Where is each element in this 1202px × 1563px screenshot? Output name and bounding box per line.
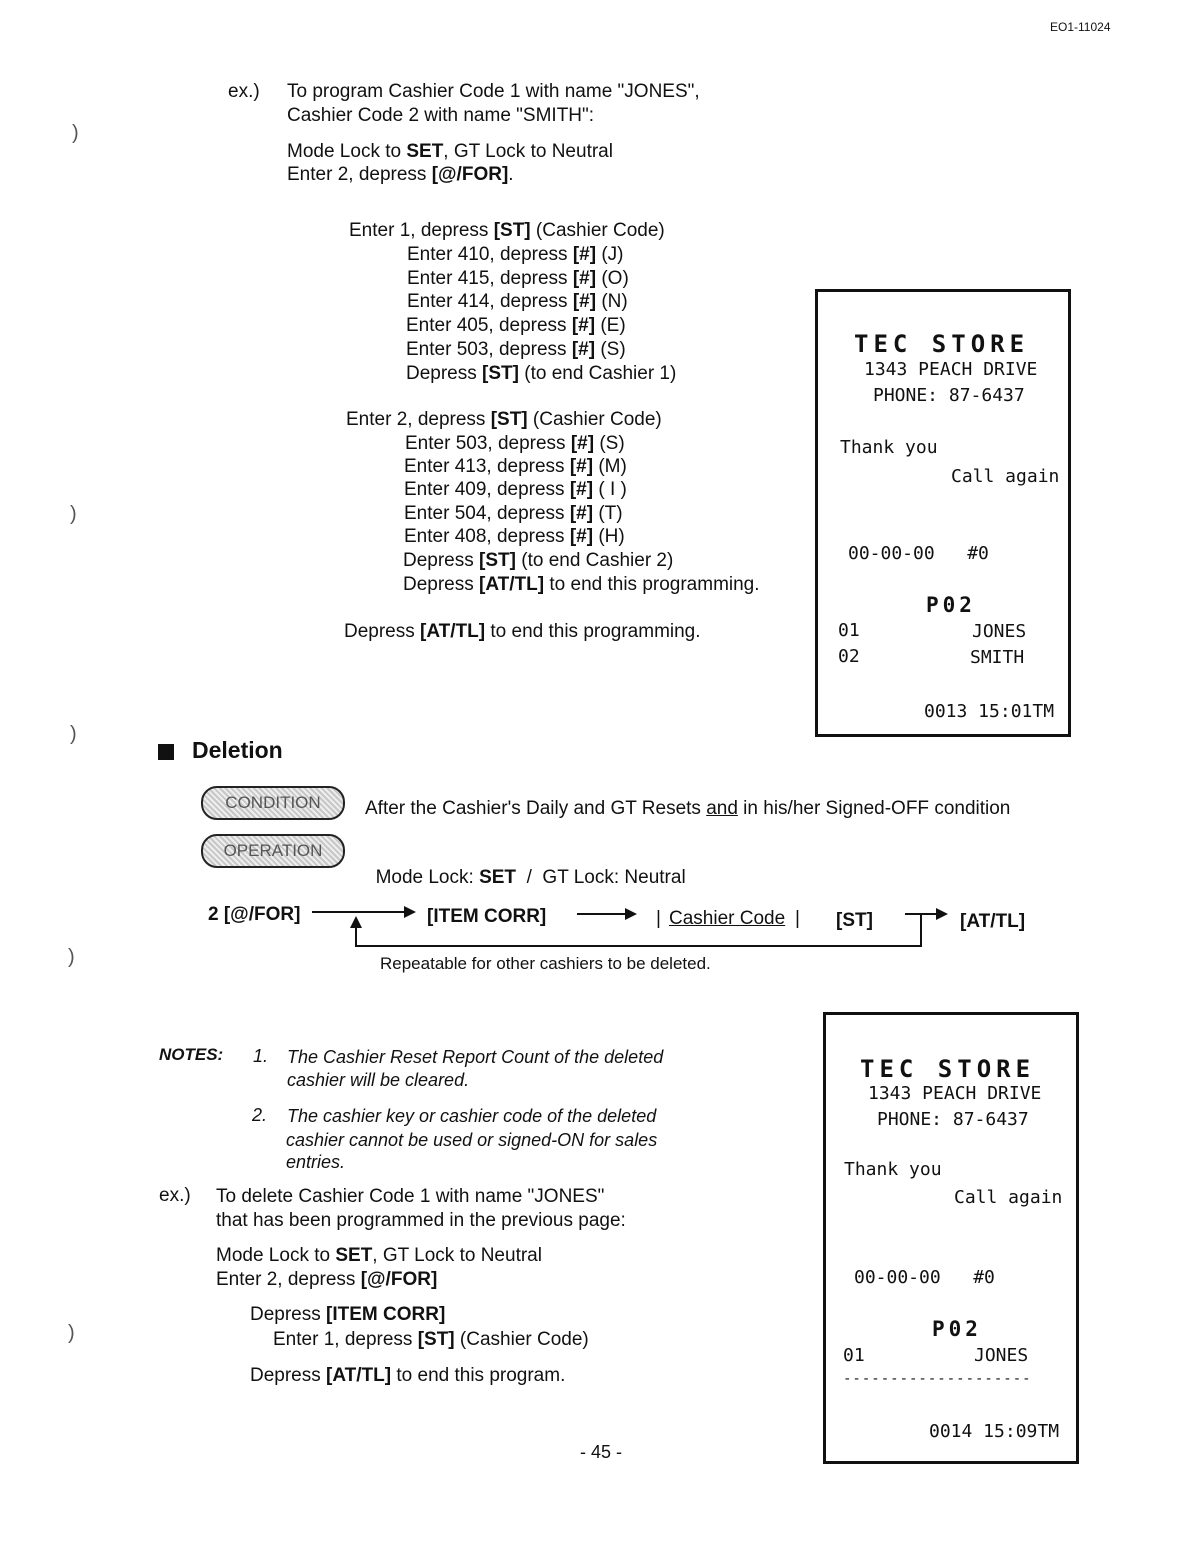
flow-arrow-line — [312, 911, 406, 913]
example-intro-line: Cashier Code 2 with name "SMITH": — [287, 105, 595, 126]
instruction-step — [406, 338, 626, 362]
instruction-text: . — [508, 164, 514, 185]
receipt-phone: PHONE: 87-6437 — [877, 1109, 1029, 1130]
mode-lock-instruction — [216, 1244, 542, 1268]
cashier2-heading — [346, 408, 662, 432]
note-line: The cashier key or cashier code of the deleted — [287, 1106, 657, 1126]
instruction-text: Depress — [344, 621, 421, 642]
step-text: (T) — [593, 503, 623, 524]
key-label: [#] — [569, 456, 594, 477]
instruction-text: (Cashier Code) — [530, 220, 665, 241]
step-text: Enter 410, depress — [407, 244, 573, 265]
receipt-program-code: P02 — [932, 1317, 982, 1341]
key-label: [#] — [569, 479, 594, 500]
flow-end-key: [AT/TL] — [960, 911, 1026, 932]
arrow-up-icon — [350, 916, 362, 928]
instruction-text: (Cashier Code) — [454, 1329, 589, 1350]
key-label: [ST] — [417, 1329, 455, 1350]
receipt-row-number: 02 — [838, 646, 860, 667]
receipt-program-code: P02 — [926, 593, 976, 617]
flow-loop-line — [355, 926, 357, 947]
note-line: cashier cannot be used or signed-ON for sales — [286, 1130, 658, 1150]
receipt-thanks: Thank you — [840, 437, 938, 458]
key-label: [#] — [571, 315, 596, 336]
margin-mark: ) — [70, 503, 77, 525]
instruction-text: , GT Lock to Neutral — [443, 141, 613, 162]
step-text: to end this programming. — [544, 574, 760, 595]
key-label: [@/FOR] — [431, 164, 509, 185]
instruction-step — [407, 290, 628, 314]
arrow-right-icon — [404, 906, 416, 918]
receipt-dashed-line: -------------------- — [843, 1371, 1032, 1387]
instruction-text: Enter 1, depress — [349, 220, 494, 241]
enter2-instruction — [216, 1268, 437, 1292]
flow-arrow-line — [577, 913, 627, 915]
flow-cashier-code-bar: | — [656, 908, 661, 929]
step-text: (M) — [593, 456, 627, 477]
key-label: [#] — [570, 433, 595, 454]
step-text: Enter 408, depress — [404, 526, 570, 547]
receipt-print-1 — [815, 289, 1071, 737]
end-instruction — [250, 1364, 565, 1388]
key-label: [AT/TL] — [479, 574, 545, 595]
instruction-text: Enter 1, depress — [273, 1329, 418, 1350]
key-label: [#] — [569, 503, 594, 524]
step-text: Enter 413, depress — [404, 456, 570, 477]
step-text: ( I ) — [593, 479, 627, 500]
condition-text-part: After the Cashier's Daily and GT Resets — [365, 798, 707, 819]
note-line: cashier will be cleared. — [287, 1070, 470, 1090]
key-label: [#] — [572, 291, 597, 312]
key-label: [ST] — [479, 550, 516, 571]
instruction-step — [404, 455, 627, 479]
example-intro-line: that has been programmed in the previous page: — [216, 1210, 626, 1231]
key-label: [ST] — [490, 409, 528, 430]
key-label: [#] — [572, 268, 597, 289]
receipt-address: 1343 PEACH DRIVE — [864, 359, 1038, 380]
condition-text-emphasis: and — [706, 798, 738, 819]
step-text: (S) — [595, 339, 626, 360]
instruction-text: Mode Lock to — [216, 1245, 336, 1266]
example-label: ex.) — [228, 81, 260, 102]
receipt-call-again: Call again — [954, 1187, 1063, 1208]
receipt-date-number: 00-00-00 #0 — [854, 1267, 995, 1288]
step-text: (to end Cashier 1) — [518, 363, 677, 384]
step-text: Depress — [403, 574, 480, 595]
operation-text — [365, 842, 686, 890]
receipt-row-number: 01 — [838, 620, 860, 641]
condition-badge: CONDITION — [201, 786, 345, 820]
key-label: [ST] — [482, 363, 519, 384]
instruction-step — [407, 243, 624, 267]
receipt-address: 1343 PEACH DRIVE — [868, 1083, 1042, 1104]
receipt-footer: 0014 15:09TM — [929, 1421, 1060, 1442]
key-label: [#] — [571, 339, 596, 360]
instruction-step — [403, 549, 673, 573]
condition-text — [365, 797, 1010, 821]
instruction-step — [403, 573, 760, 597]
key-label: [#] — [572, 244, 597, 265]
receipt-row-number: 01 — [843, 1345, 865, 1366]
instruction-text: Enter 2, depress — [346, 409, 491, 430]
instruction-step — [406, 314, 626, 338]
margin-mark: ) — [70, 723, 77, 745]
notes-label: NOTES: — [159, 1045, 224, 1064]
step-text: Enter 414, depress — [407, 291, 573, 312]
cashier1-heading — [349, 219, 665, 243]
flow-repeat-note: Repeatable for other cashiers to be deleted. — [380, 954, 711, 973]
key-label: [AT/TL] — [420, 621, 486, 642]
instruction-text: Depress — [250, 1365, 327, 1386]
final-instruction — [344, 620, 701, 644]
margin-mark: ) — [72, 122, 79, 144]
instruction-text: Mode Lock to — [287, 141, 407, 162]
key-label: [@/FOR] — [360, 1269, 438, 1290]
arrow-right-icon — [936, 908, 948, 920]
note-line: entries. — [286, 1152, 346, 1172]
instruction-step — [404, 502, 623, 526]
step-text: (S) — [594, 433, 625, 454]
step-text: Enter 503, depress — [405, 433, 571, 454]
flow-start-key: 2 [@/FOR] — [208, 904, 301, 925]
condition-text-part: in his/her Signed-OFF condition — [737, 798, 1011, 819]
step-text: (O) — [596, 268, 629, 289]
instruction-text: to end this programming. — [485, 621, 701, 642]
receipt-print-2 — [823, 1012, 1079, 1464]
step-text: (to end Cashier 2) — [515, 550, 674, 571]
mode-lock-instruction — [287, 140, 613, 164]
instruction-text: to end this program. — [391, 1365, 566, 1386]
flow-cashier-code: Cashier Code — [669, 908, 786, 929]
flow-st-key: [ST] — [836, 910, 873, 931]
operation-badge: OPERATION — [201, 834, 345, 868]
instruction-step — [406, 362, 676, 386]
flow-cashier-code-bar: | — [795, 908, 800, 929]
flow-item-corr-key: [ITEM CORR] — [427, 906, 547, 927]
step-text: (H) — [593, 526, 625, 547]
step-text: Depress — [403, 550, 480, 571]
margin-mark: ) — [68, 946, 75, 968]
instruction-text: (Cashier Code) — [527, 409, 662, 430]
flow-arrow-line — [905, 913, 939, 915]
step-text: Enter 503, depress — [406, 339, 572, 360]
operation-text-part: Mode Lock: — [375, 867, 480, 888]
flow-loop-line — [355, 945, 922, 947]
receipt-store-name: TEC STORE — [854, 330, 1030, 358]
example-intro-line: To program Cashier Code 1 with name "JONES", — [287, 81, 700, 102]
instruction-text: Enter 2, depress — [287, 164, 432, 185]
page-number: - 45 - — [580, 1442, 623, 1462]
step-text: Enter 409, depress — [404, 479, 570, 500]
arrow-right-icon — [625, 908, 637, 920]
enter2-instruction — [287, 163, 514, 187]
key-label: SET — [406, 141, 444, 162]
step-text: Enter 415, depress — [407, 268, 573, 289]
step-text: (J) — [596, 244, 624, 265]
section-heading: Deletion — [192, 737, 283, 763]
step-text: Enter 504, depress — [404, 503, 570, 524]
key-label: SET — [479, 867, 517, 888]
receipt-store-name: TEC STORE — [860, 1055, 1036, 1083]
item-corr-instruction — [250, 1303, 445, 1327]
example-label: ex.) — [159, 1185, 191, 1206]
key-label: [ST] — [493, 220, 531, 241]
operation-text-part: / GT Lock: Neutral — [516, 867, 686, 888]
step-text: Enter 405, depress — [406, 315, 572, 336]
instruction-step — [405, 432, 625, 456]
step-text: (E) — [595, 315, 626, 336]
receipt-phone: PHONE: 87-6437 — [873, 385, 1025, 406]
enter1-instruction — [273, 1328, 589, 1352]
receipt-row-name: SMITH — [970, 647, 1025, 668]
flow-loop-line — [920, 913, 922, 947]
instruction-text: , GT Lock to Neutral — [372, 1245, 542, 1266]
receipt-row-name: JONES — [974, 1345, 1029, 1366]
instruction-step — [407, 267, 629, 291]
margin-mark: ) — [68, 1322, 75, 1344]
note-number: 2. — [252, 1105, 268, 1125]
receipt-footer: 0013 15:01TM — [924, 701, 1055, 722]
step-text: Depress — [406, 363, 483, 384]
receipt-call-again: Call again — [951, 466, 1060, 487]
key-label: [#] — [569, 526, 594, 547]
key-label: [ITEM CORR] — [326, 1304, 446, 1325]
instruction-step — [404, 478, 627, 502]
document-id: EO1-11024 — [1050, 20, 1111, 34]
receipt-row-name: JONES — [972, 621, 1027, 642]
note-line: The Cashier Reset Report Count of the deleted — [287, 1047, 664, 1067]
instruction-step — [404, 525, 625, 549]
bullet-icon — [158, 744, 174, 760]
example-intro-line: To delete Cashier Code 1 with name "JONES" — [216, 1186, 605, 1207]
instruction-text: Depress — [250, 1304, 327, 1325]
receipt-date-number: 00-00-00 #0 — [848, 543, 989, 564]
key-label: [AT/TL] — [326, 1365, 392, 1386]
receipt-thanks: Thank you — [844, 1159, 942, 1180]
key-label: SET — [335, 1245, 373, 1266]
instruction-text: Enter 2, depress — [216, 1269, 361, 1290]
step-text: (N) — [596, 291, 628, 312]
note-number: 1. — [253, 1046, 269, 1066]
